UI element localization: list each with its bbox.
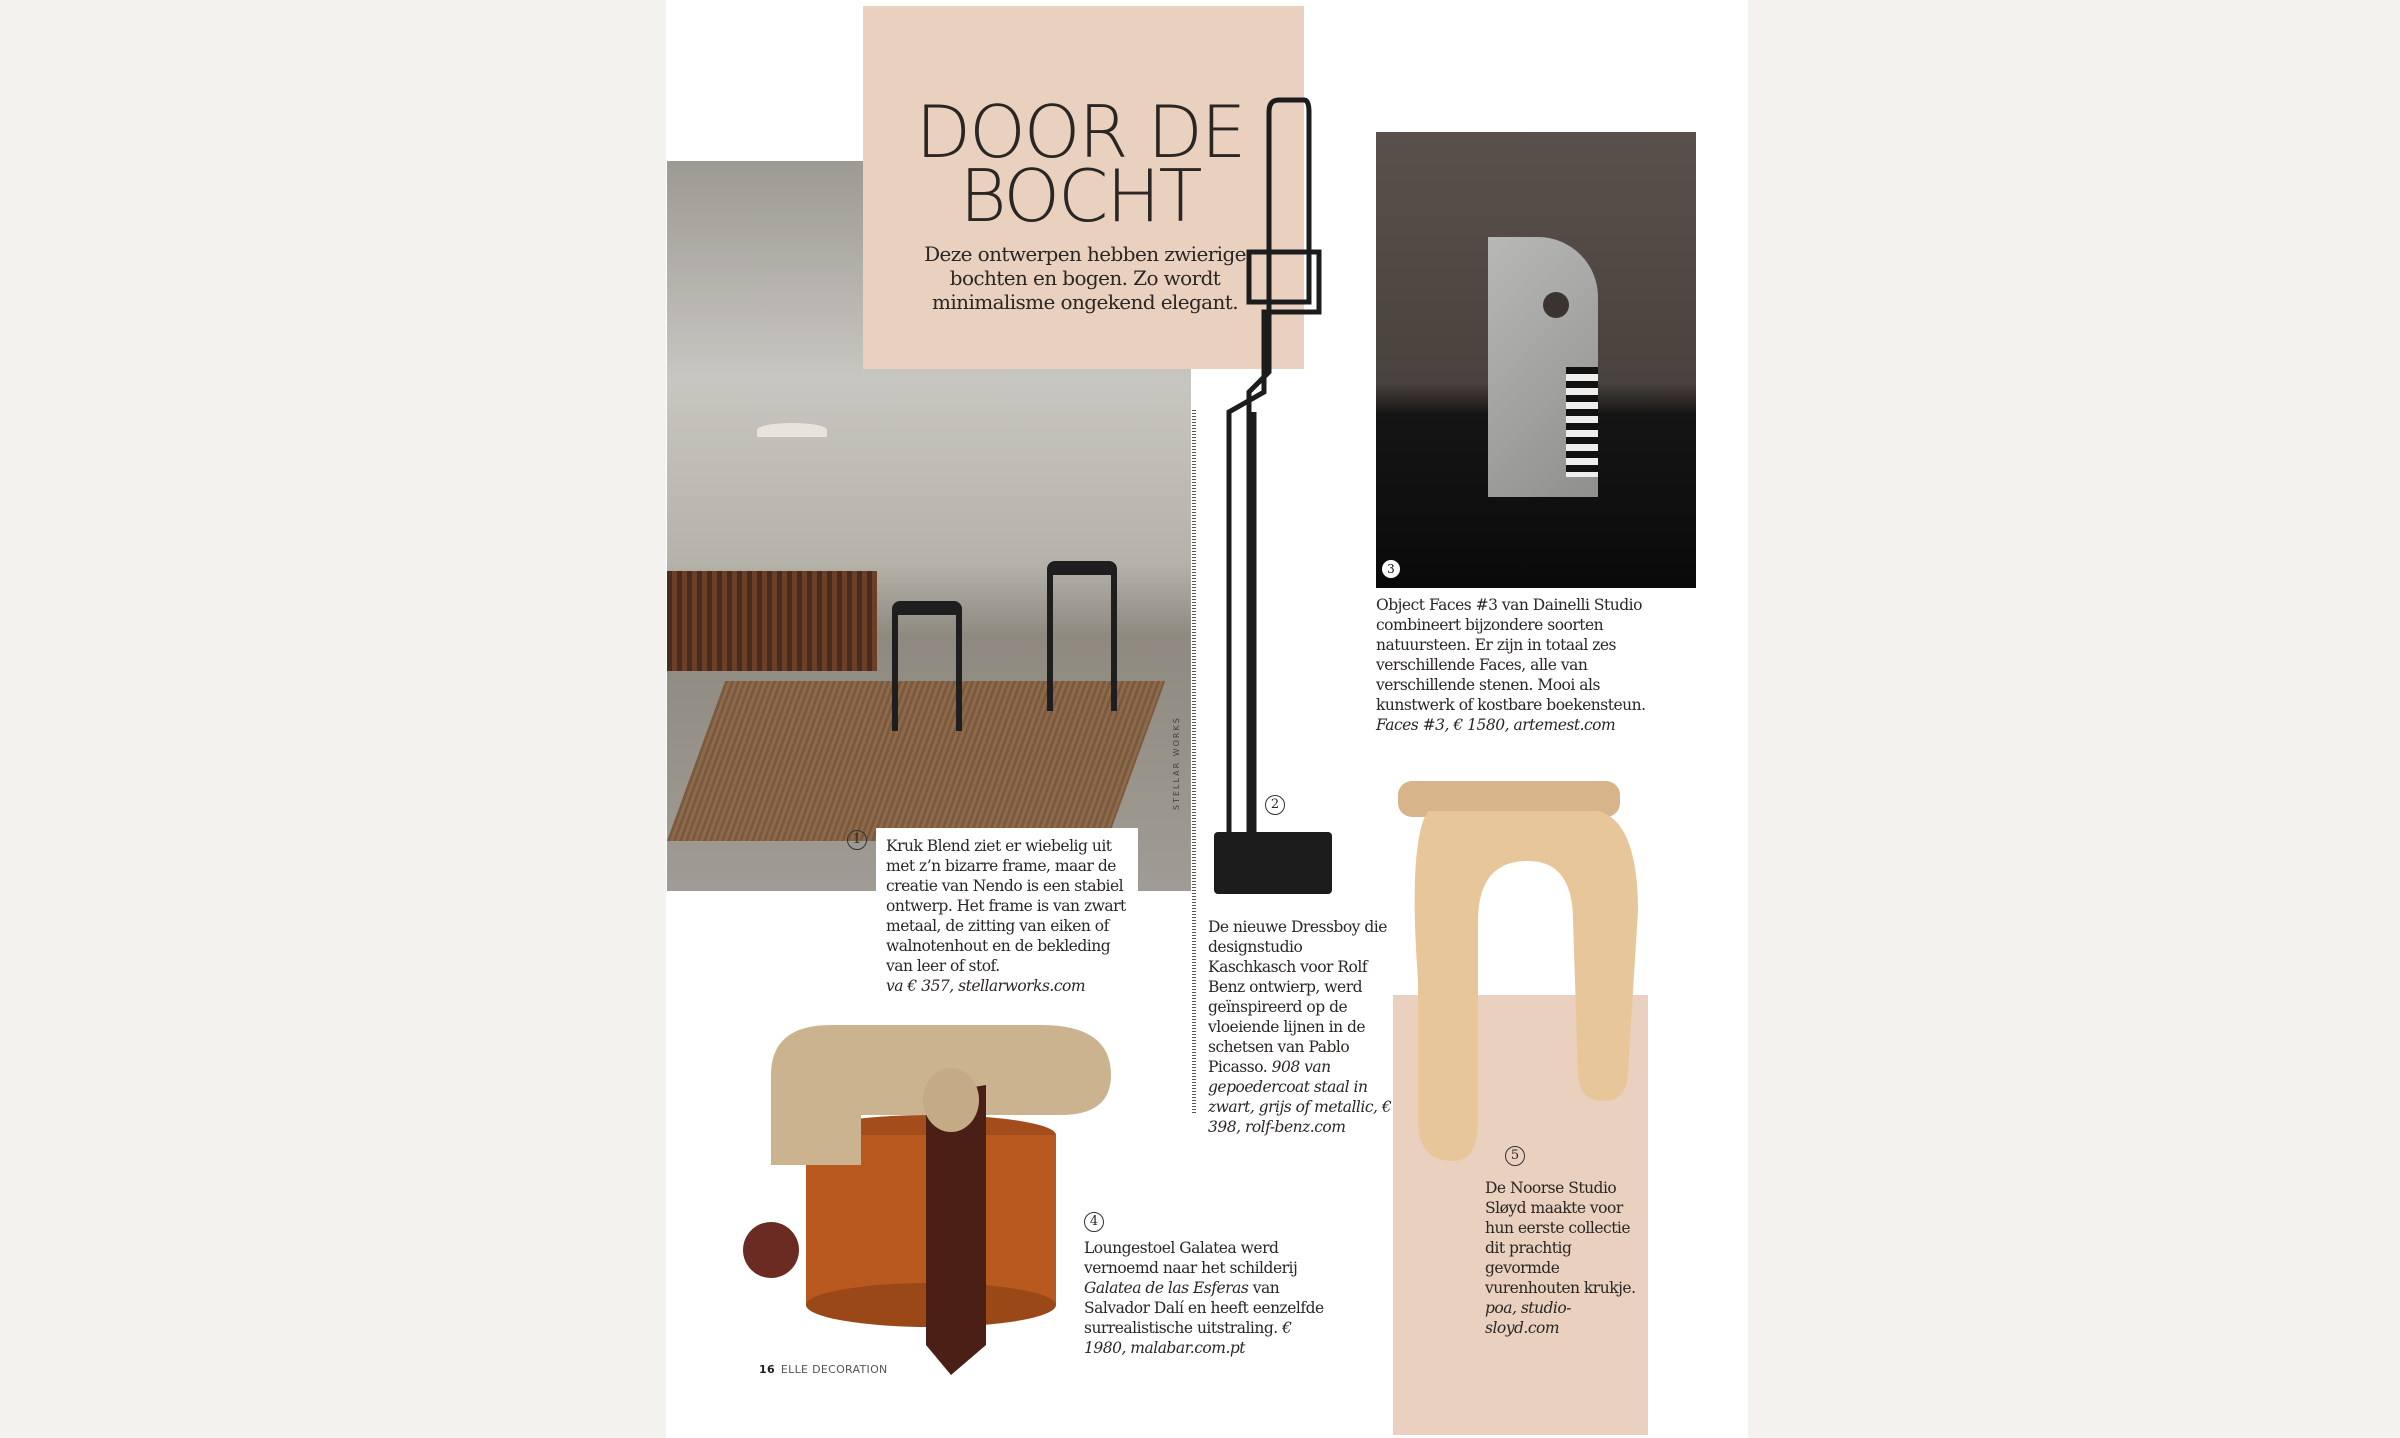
item-number-4: 4: [1084, 1212, 1104, 1232]
caption-price: € 1980, malabar.com.pt: [1084, 1319, 1292, 1357]
stone-sculpture: [1488, 237, 1598, 497]
caption-price: Faces #3, € 1580, artemest.com: [1376, 716, 1616, 734]
galatea-lounge-chair-image: [741, 1015, 1111, 1375]
caption-item-4: [1084, 1238, 1324, 1358]
caption-text: Kruk Blend ziet er wiebelig uit met z’n bizarre frame, maar de creatie van Nendo is een stabiel ontwerp. Het frame is van zwart metaal, de zitting van eiken of walnotenhout en de bekleding van leer of stof.: [886, 837, 1126, 975]
sideboard: [667, 571, 877, 671]
caption-text: Object Faces #3 van Dainelli Studio combineert bijzondere soorten natuursteen. Er zijn in totaal zes verschillende Faces, alle van verschillende stenen. Mooi als kunstwerk of kostbare boekensteun.: [1376, 596, 1646, 714]
item-number-2: 2: [1265, 795, 1285, 815]
item-number-1: 1: [847, 830, 867, 850]
caption-price: poa, studio-sloyd.com: [1485, 1299, 1571, 1337]
page-footer: [759, 1363, 888, 1376]
item-number-3: 3: [1382, 560, 1400, 578]
page-number: 16: [759, 1363, 775, 1376]
sloyd-stool-image: [1398, 781, 1672, 1163]
item-number-5: 5: [1505, 1146, 1525, 1166]
caption-item-3: [1376, 595, 1676, 735]
painting-title: Galatea de las Esferas: [1084, 1279, 1249, 1297]
stool-blend: [1047, 561, 1117, 711]
faces-sculpture-photo: [1376, 132, 1696, 588]
caption-text: Loungestoel Galatea werd vernoemd naar het schilderij: [1084, 1239, 1298, 1277]
wall-lamp: [757, 423, 827, 437]
caption-price: va € 357, stellarworks.com: [886, 977, 1086, 995]
caption-text: van Salvador Dalí en heeft eenzelfde surrealistische uitstraling.: [1084, 1279, 1324, 1337]
caption-price: 908 van gepoedercoat staal in zwart, grijs of metallic, € 398, rolf-benz.com: [1208, 1058, 1392, 1136]
photo-credit: STELLAR WORKS: [1172, 716, 1181, 810]
dressboy-valet-image: [1209, 92, 1378, 903]
title-line: DOOR DE: [915, 90, 1245, 174]
caption-item-1: [876, 828, 1138, 1002]
caption-text: De Noorse Studio Sløyd maakte voor hun eerste collectie dit prachtig gevormde vurenhouten krukje.: [1485, 1179, 1636, 1297]
photo-divider: [1192, 410, 1196, 1115]
magazine-name: ELLE DECORATION: [780, 1363, 888, 1376]
stool-blend: [892, 601, 962, 731]
subtitle: Deze ontwerpen hebben zwierige bochten en bogen. Zo wordt minimalisme ongekend elegant.: [924, 242, 1246, 314]
caption-item-2: [1208, 917, 1393, 1137]
page-title: [900, 90, 1260, 238]
caption-text: De nieuwe Dressboy die designstudio Kaschkasch voor Rolf Benz ontwierp, werd geïnspireerd op de vloeiende lijnen in de schetsen van Pablo Picasso.: [1208, 918, 1387, 1076]
caption-item-5: [1485, 1178, 1645, 1338]
title-line: BOCHT: [959, 154, 1201, 238]
